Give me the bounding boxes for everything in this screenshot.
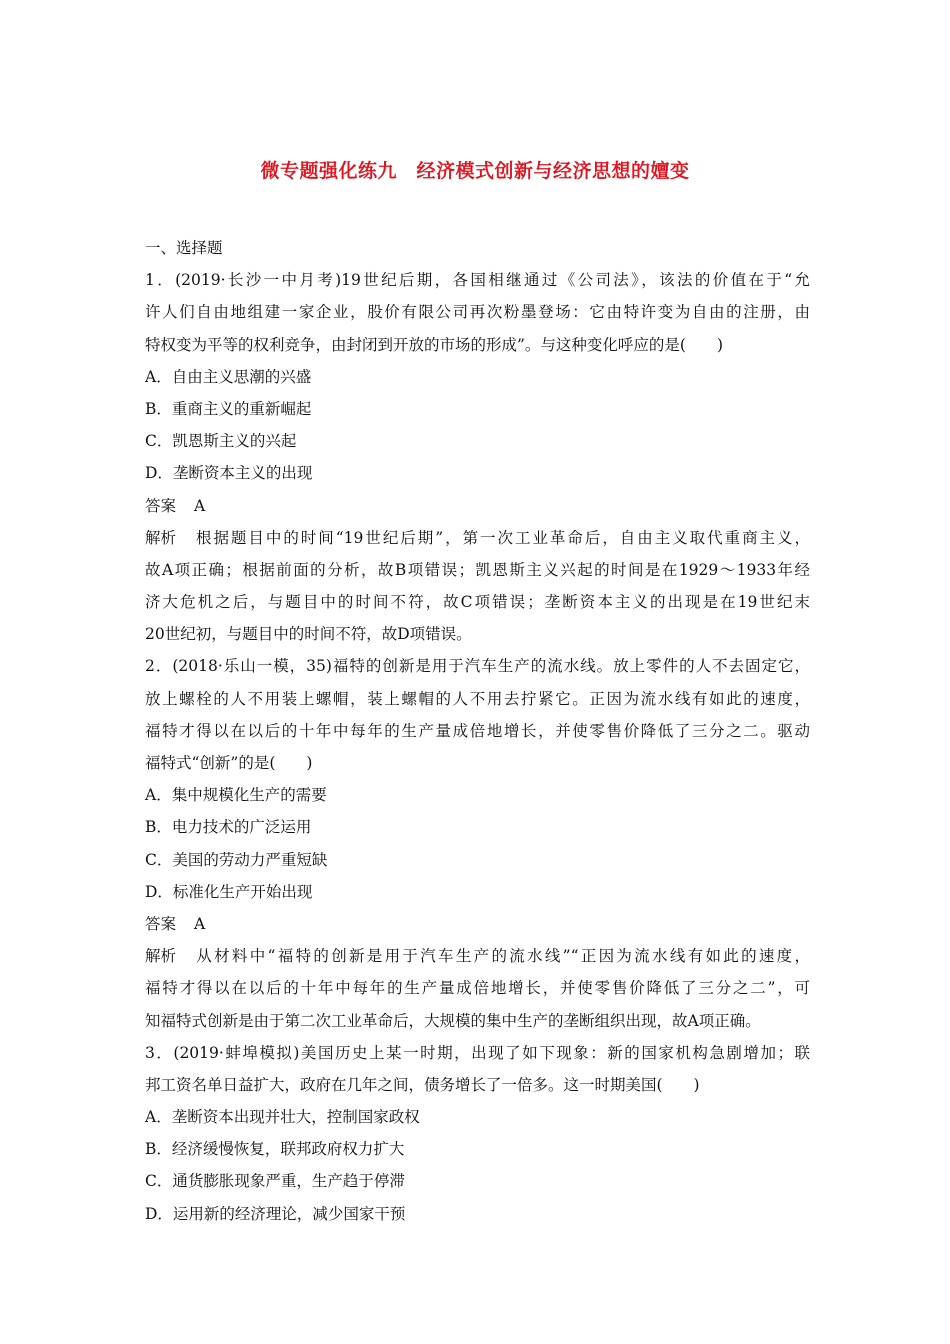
option-d: D．标准化生产开始出现 xyxy=(145,882,313,901)
analysis-text: 根据题目中的时间“19世纪后期”，第一次工业革命后，自由主义取代重商主义， xyxy=(194,528,810,547)
question-stem-line: 许人们自由地组建一家企业，股价有限公司再次粉墨登场：它由特许变为自由的注册，由 xyxy=(145,303,810,322)
section-heading: 一、选择题 xyxy=(145,239,223,257)
option-d: D．运用新的经济理论，减少国家干预 xyxy=(145,1204,406,1223)
page-title: 微专题强化练九 经济模式创新与经济思想的嬗变 xyxy=(260,160,690,182)
answer-value: A xyxy=(194,496,206,515)
analysis-line xyxy=(145,522,810,554)
question-1 xyxy=(145,264,810,650)
question-2 xyxy=(145,650,810,1036)
answer-line xyxy=(145,908,810,940)
option-b: B．经济缓慢恢复，联邦政府权力扩大 xyxy=(145,1140,405,1159)
question-stem-line: 特权变为平等的权利竞争，由封闭到开放的市场的形成”。与这种变化呼应的是( ) xyxy=(145,335,724,354)
analysis-line xyxy=(145,940,810,972)
answer-line xyxy=(145,490,810,522)
option-a: A．集中规模化生产的需要 xyxy=(145,786,327,805)
option-b: B．电力技术的广泛运用 xyxy=(145,818,312,837)
question-stem-line: 福特才得以在以后的十年中每年的生产量成倍地增长，并使零售价降低了三分之二。驱动 xyxy=(145,721,810,740)
option-a: A．自由主义思潮的兴盛 xyxy=(145,367,312,386)
option-c: C．凯恩斯主义的兴起 xyxy=(145,432,297,451)
answer-label: 答案 xyxy=(145,914,177,933)
analysis-line: 知福特式创新是由于第二次工业革命后，大规模的集中生产的垄断组织出现，故A项正确。 xyxy=(145,1011,761,1030)
option-a: A．垄断资本出现并壮大，控制国家政权 xyxy=(145,1108,420,1127)
analysis-line: 故A项正确；根据前面的分析，故B项错误；凯恩斯主义兴起的时间是在1929～1933年经 xyxy=(145,560,810,579)
analysis-line: 福特才得以在以后的十年中每年的生产量成倍地增长，并使零售价降低了三分之二”，可 xyxy=(145,979,810,998)
option-c: C．通货膨胀现象严重，生产趋于停滞 xyxy=(145,1172,405,1191)
analysis-line: 济大危机之后，与题目中的时间不符，故C项错误；垄断资本主义的出现是在19世纪末 xyxy=(145,593,810,612)
option-c: C．美国的劳动力严重短缺 xyxy=(145,850,328,869)
analysis-line: 20世纪初，与题目中的时间不符，故D项错误。 xyxy=(145,625,472,644)
option-d: D．垄断资本主义的出现 xyxy=(145,464,313,483)
question-3 xyxy=(145,1037,810,1230)
question-stem-line: 放上螺栓的人不用装上螺帽，装上螺帽的人不用去拧紧它。正因为流水线有如此的速度， xyxy=(145,689,810,708)
answer-value: A xyxy=(194,914,206,933)
option-b: B．重商主义的重新崛起 xyxy=(145,399,312,418)
answer-label: 答案 xyxy=(145,496,177,515)
question-stem-line: 福特式“创新”的是( ) xyxy=(145,754,313,772)
question-stem-line: 3．(2019·蚌埠模拟)美国历史上某一时期，出现了如下现象：新的国家机构急剧增加；联 xyxy=(145,1043,810,1062)
analysis-label: 解析 xyxy=(145,528,177,547)
question-stem-line: 2．(2018·乐山一模，35)福特的创新是用于汽车生产的流水线。放上零件的人不去固定它， xyxy=(145,657,810,676)
question-stem-line: 1．(2019·长沙一中月考)19世纪后期，各国相继通过《公司法》，该法的价值在于“允 xyxy=(145,271,810,290)
question-stem-line: 邦工资名单日益扩大，政府在几年之间，债务增长了一倍多。这一时期美国( ) xyxy=(145,1075,700,1094)
analysis-label: 解析 xyxy=(145,947,177,966)
analysis-text: 从材料中“福特的创新是用于汽车生产的流水线”“正因为流水线有如此的速度， xyxy=(194,947,810,966)
document-body xyxy=(145,232,810,1230)
